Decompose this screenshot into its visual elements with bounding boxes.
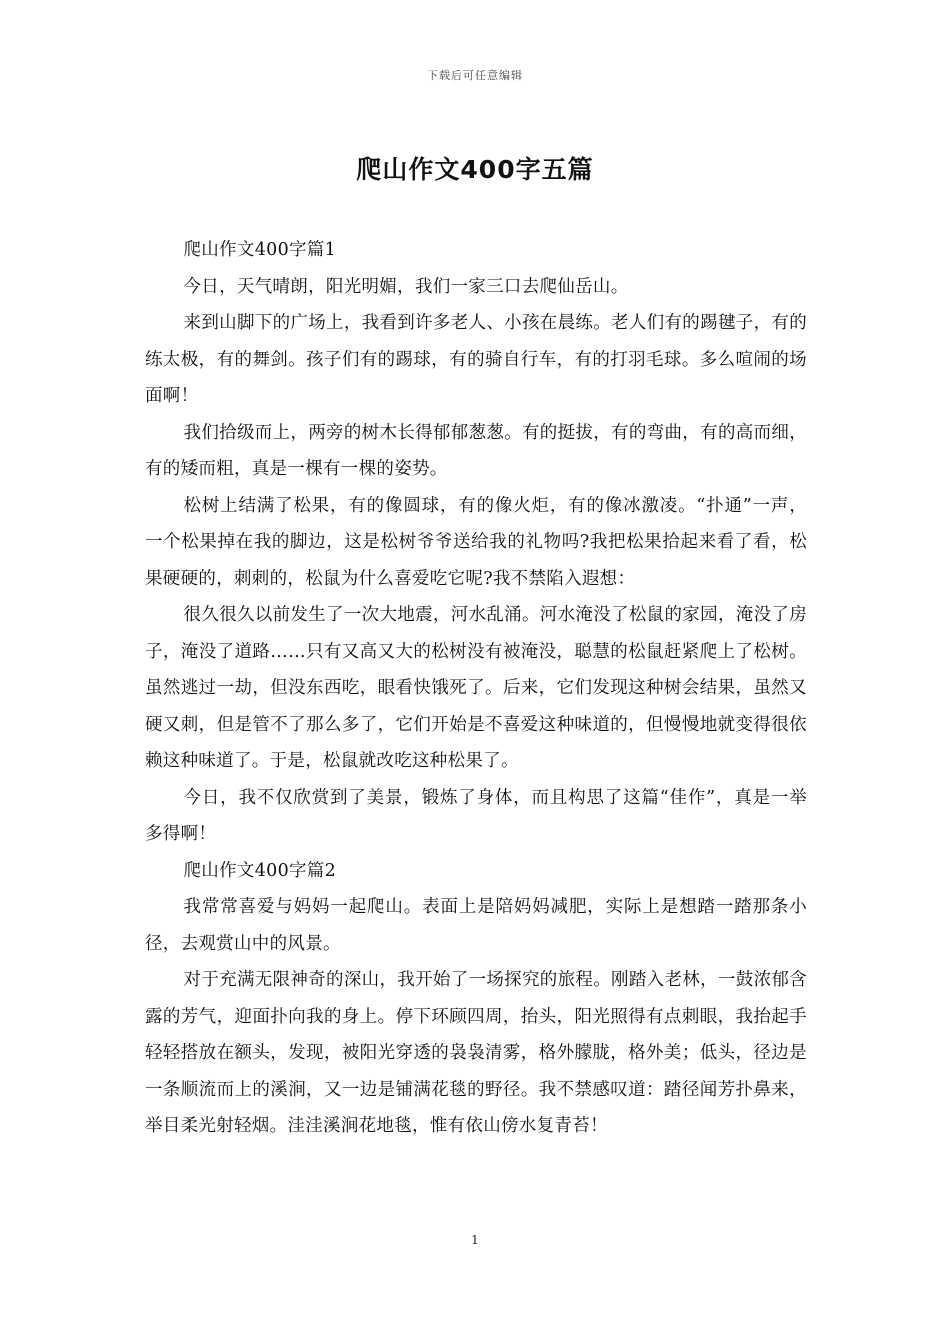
paragraph: 今日，我不仅欣赏到了美景，锻炼了身体，而且构思了这篇“佳作”，真是一举多得啊！ [145,787,807,844]
paragraph: 我们拾级而上，两旁的树木长得郁郁葱葱。有的挺拔，有的弯曲，有的高而细，有的矮而粗，真是一棵有一棵的姿势。 [145,422,807,479]
paragraph: 对于充满无限神奇的深山，我开始了一场探究的旅程。刚踏入老林，一鼓浓郁含露的芳气，迎面扑向我的身上。停下环顾四周，抬头，阳光照得有点刺眼，我抬起手轻轻搭放在额头，发现，被阳光穿透的袅袅清雾，格外朦胧，格外美；低头，径边是一条顺流而上的溪涧，又一边是铺满花毯的野径。我不禁感叹道：踏径闻芳扑鼻来，举目柔光射轻烟。洼洼溪涧花地毯，惟有依山傍水复青苔！ [145,970,807,1136]
paragraph: 松树上结满了松果，有的像圆球，有的像火炬，有的像冰激凌。“扑通”一声，一个松果掉在我的脚边，这是松树爷爷送给我的礼物吗?我把松果拾起来看了看，松果硬硬的，刺刺的，松鼠为什么喜爱吃它呢?我不禁陷入遐想： [145,495,807,589]
header-note: 下载后可任意编辑 [427,69,523,82]
page-number: 1 [471,1233,479,1247]
section-heading-2: 爬山作文400字篇2 [183,860,337,881]
page-title: 爬山作文400字五篇 [356,155,594,184]
paragraph: 很久很久以前发生了一次大地震，河水乱涌。河水淹没了松鼠的家园，淹没了房子，淹没了道路……只有又高又大的松树没有被淹没，聪慧的松鼠赶紧爬上了松树。虽然逃过一劫，但没东西吃，眼看快饿死了。后来，它们发现这种树会结果，虽然又硬又刺，但是管不了那么多了，它们开始是不喜爱这种味道的，但慢慢地就变得很依赖这种味道了。于是，松鼠就改吃这种松果了。 [145,605,807,771]
paragraph: 我常常喜爱与妈妈一起爬山。表面上是陪妈妈减肥，实际上是想踏一踏那条小径，去观赏山中的风景。 [145,897,807,954]
paragraph: 今日，天气晴朗，阳光明媚，我们一家三口去爬仙岳山。 [183,276,629,297]
section-heading-1: 爬山作文400字篇1 [183,240,337,260]
paragraph: 来到山脚下的广场上，我看到许多老人、小孩在晨练。老人们有的踢毽子，有的练太极，有的舞剑。孩子们有的踢球，有的骑自行车，有的打羽毛球。多么喧闹的场面啊！ [145,313,807,406]
essay-body [145,232,807,1145]
